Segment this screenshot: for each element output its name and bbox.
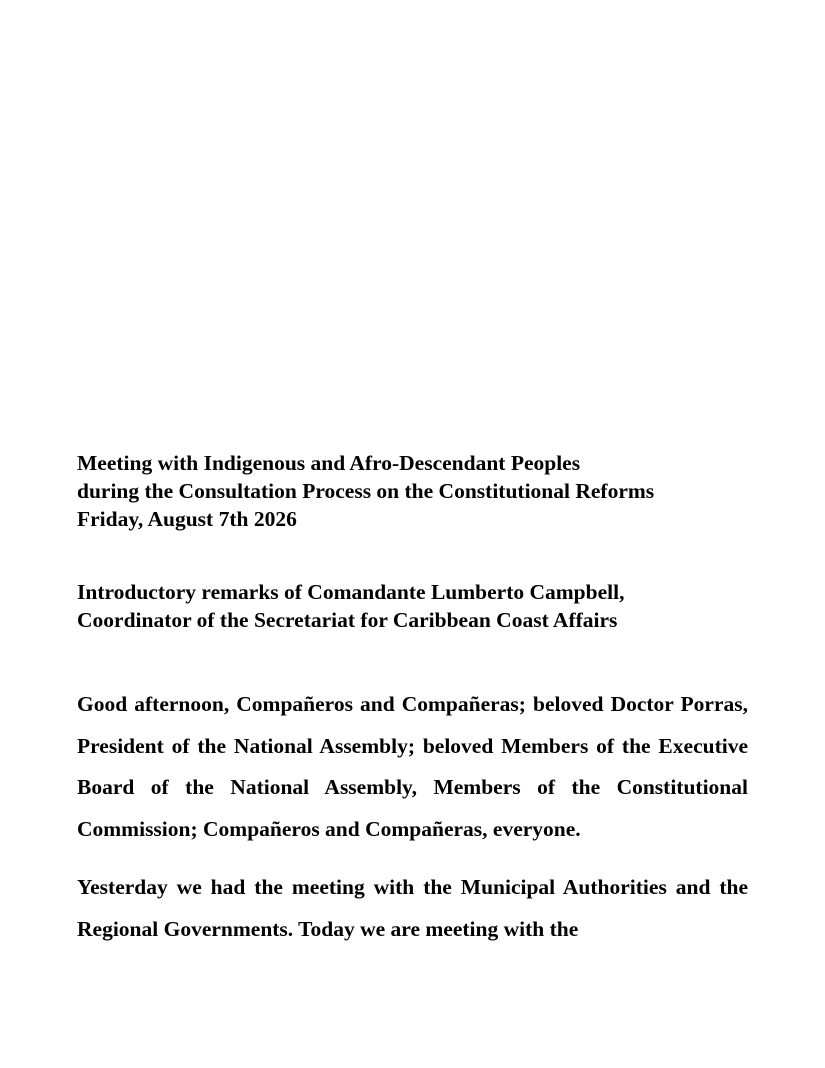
speech-body — [77, 684, 748, 966]
meeting-date: Friday, August 7th 2026 — [77, 507, 297, 531]
meeting-header — [77, 449, 757, 533]
speaker-line-2: Coordinator of the Secretariat for Caribbean Coast Affairs — [77, 608, 618, 632]
meeting-title-line-2: during the Consultation Process on the Constitutional Reforms — [77, 479, 655, 503]
paragraph-meetings: Yesterday we had the meeting with the Municipal Authorities and the Regional Governments. Today we are meeting with the — [77, 874, 748, 941]
speaker-intro — [77, 578, 757, 634]
speaker-line-1: Introductory remarks of Comandante Lumberto Campbell, — [77, 580, 625, 604]
paragraph-greeting: Good afternoon, Compañeros and Compañeras; beloved Doctor Porras, President of the National Assembly; beloved Members of the Executive Board of the National Assembly, Members of the Constitutional Commission; Compañeros and Compañeras, everyone. — [77, 692, 748, 842]
meeting-title-line-1: Meeting with Indigenous and Afro-Descendant Peoples — [77, 451, 581, 475]
